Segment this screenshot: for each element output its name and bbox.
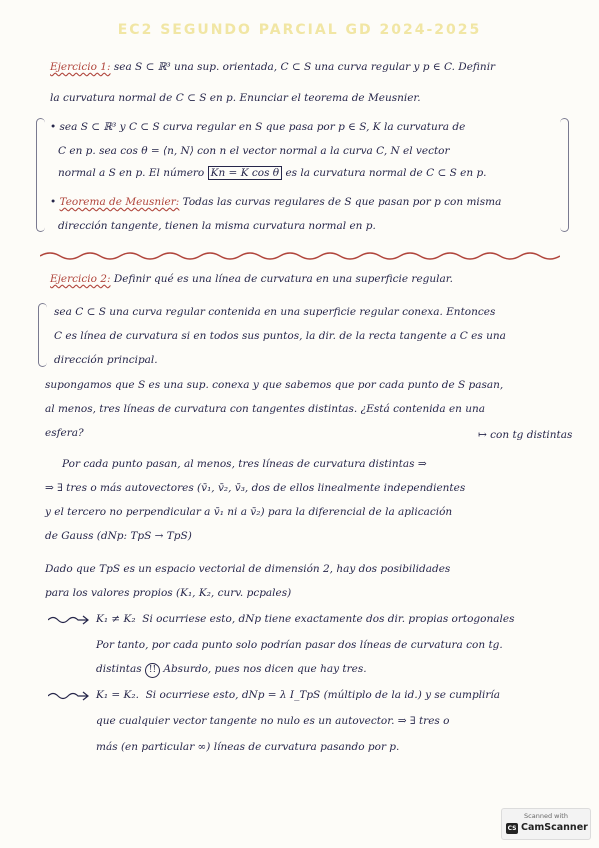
ex2-statement-line: Ejercicio 2: Definir qué es una línea de curvatura en una superficie regular. bbox=[50, 273, 453, 285]
page-title: EC2 SEGUNDO PARCIAL GD 2024-2025 bbox=[117, 22, 482, 38]
ex2-question-line-1: supongamos que S es una sup. conexa y que sabemos que por cada punto de S pasan, bbox=[45, 379, 504, 391]
ex1-bullet-1-line-1: • sea S ⊂ ℝ³ y C ⊂ S curva regular en S que pasa por p ∈ S, K la curvatura de bbox=[50, 121, 466, 133]
ex2-heading: Ejercicio 2: bbox=[50, 273, 111, 285]
case-2-line-1: K₁ = K₂. Si ocurriese esto, dNp = λ I_TpS (múltiplo de la id.) y se cumpliría bbox=[96, 689, 501, 701]
normal-curvature-formula: Kn = K cos θ bbox=[208, 166, 283, 180]
wave-divider bbox=[40, 250, 560, 262]
ex1-bullet-2-line-2: dirección tangente, tienen la misma curvatura normal en p. bbox=[58, 220, 376, 232]
ex2-question-line-3: esfera? bbox=[45, 427, 84, 439]
ex1-statement-line-1: Ejercicio 1: sea S ⊂ ℝ³ una sup. orientada, C ⊂ S una curva regular y p ∈ C. Definir bbox=[50, 61, 496, 73]
camscanner-badge bbox=[501, 808, 591, 840]
proof-line-6: para los valores propios (K₁, K₂, curv. pcpales) bbox=[45, 587, 292, 599]
ex2-definition-line-2: C es línea de curvatura si en todos sus puntos, la dir. de la recta tangente a C es una bbox=[54, 330, 506, 342]
case-1-line-2: Por tanto, por cada punto solo podrían pasar dos líneas de curvatura con tg. bbox=[96, 639, 503, 651]
ex2-definition-line-3: dirección principal. bbox=[54, 354, 158, 366]
proof-line-4: de Gauss (dNp: TpS → TpS) bbox=[45, 530, 192, 542]
camscanner-logo-icon: CS bbox=[507, 825, 517, 832]
ex1-bullet-2-line-1: • Teorema de Meusnier: Todas las curvas regulares de S que pasan por p con misma bbox=[50, 196, 502, 208]
wave-arrow-icon bbox=[48, 614, 90, 626]
case-2-line-3: más (en particular ∞) líneas de curvatura pasando por p. bbox=[96, 741, 400, 753]
annotation-arrow-note: ↦ con tg distintas bbox=[478, 429, 573, 441]
case-2-condition: K₁ = K₂. bbox=[96, 689, 139, 701]
right-bracket bbox=[560, 118, 569, 232]
proof-line-2: ⇒ ∃ tres o más autovectores (v̄₁, v̄₂, v̄₃, dos de ellos linealmente independientes bbox=[45, 482, 466, 494]
def-left-bracket bbox=[38, 303, 47, 367]
wave-arrow-icon bbox=[48, 690, 90, 702]
contradiction-mark: !! bbox=[145, 663, 160, 678]
ex2-definition-line-1: sea C ⊂ S una curva regular contenida en una superficie regular conexa. Entonces bbox=[54, 306, 496, 318]
ex1-bullet-1-line-2: C en p. sea cos θ = ⟨n, N⟩ con n el vector normal a la curva C, N el vector bbox=[58, 145, 450, 157]
case-1-line-3: distintas !! Absurdo, pues nos dicen que hay tres. bbox=[96, 662, 367, 678]
left-bracket bbox=[36, 118, 45, 232]
ex1-heading: Ejercicio 1: bbox=[50, 61, 111, 73]
ex2-question-line-2: al menos, tres líneas de curvatura con tangentes distintas. ¿Está contenida en una bbox=[45, 403, 486, 415]
meusnier-heading: Teorema de Meusnier: bbox=[59, 196, 180, 208]
scanned-with-label: Scanned with bbox=[524, 812, 568, 820]
ex1-bullet-1-line-3: normal a S en p. El número Kn = K cos θ es la curvatura normal de C ⊂ S en p. bbox=[58, 167, 487, 179]
camscanner-name: CamScanner bbox=[521, 822, 588, 833]
proof-line-1: Por cada punto pasan, al menos, tres líneas de curvatura distintas ⇒ bbox=[62, 458, 427, 470]
proof-line-3: y el tercero no perpendicular a v̄₁ ni a v̄₂) para la diferencial de la aplicación bbox=[45, 506, 453, 518]
proof-line-5: Dado que TpS es un espacio vectorial de dimensión 2, hay dos posibilidades bbox=[45, 563, 451, 575]
case-1-condition: K₁ ≠ K₂ bbox=[96, 613, 136, 625]
case-1-line-1: K₁ ≠ K₂ Si ocurriese esto, dNp tiene exactamente dos dir. propias ortogonales bbox=[96, 613, 515, 625]
case-2-line-2: que cualquier vector tangente no nulo es un autovector. ⇒ ∃ tres o bbox=[96, 715, 450, 727]
ex1-statement-line-2: la curvatura normal de C ⊂ S en p. Enunciar el teorema de Meusnier. bbox=[50, 92, 421, 104]
